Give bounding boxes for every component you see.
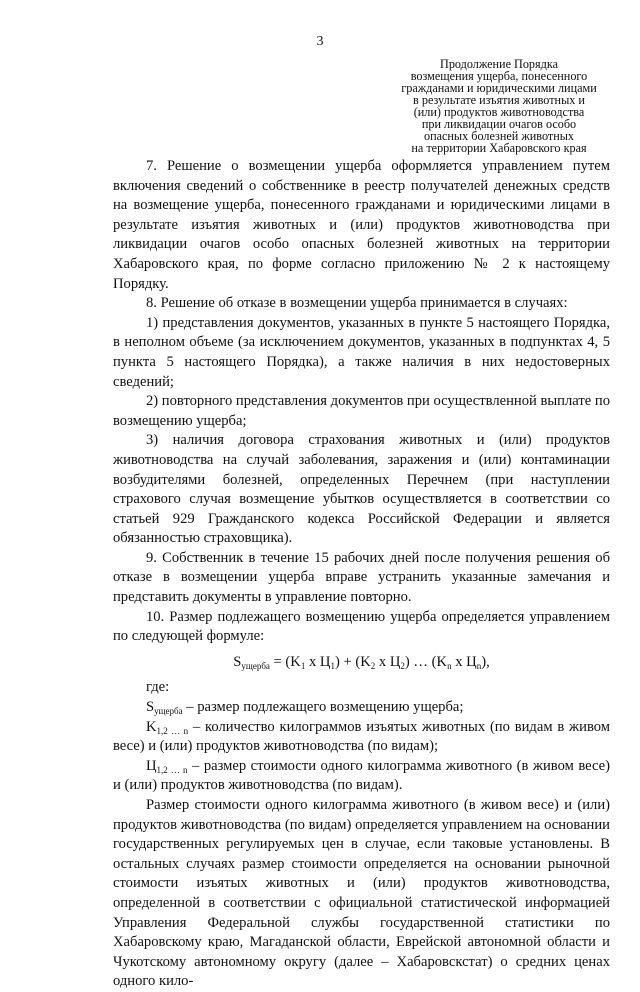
paragraph-price: Размер стоимости одного килограмма животного (в живом весе) и (или) продуктов животноводства (по видам) определяется управлением на основании государственных регулируемых цен в случае, если таковые установлены. В остальных случаях размер стоимости определяется на основании рыночной стоимости изъятых животных и (или) продуктов животноводства, определенной в соответствии с официальной статистической информацией Управления Федеральной службы государственной статистики по Хабаровскому краю, Магаданской области, Еврейской автономной области и Чукотскому автономному округу (далее – Хабаровскстат) о средних ценах одного кило- xyxy=(113,797,610,990)
paragraph-8-item-2: 2) повторного представления документов при осуществленной выплате по возмещению ущерба; xyxy=(113,393,610,429)
header-line: возмещения ущерба, понесенного xyxy=(410,69,588,83)
definition-k: $K_{1,2 \dots n}$ – количество килограммов изъятых животных (по видам в живом весе) и (или) продуктов животноводства (по видам); xyxy=(113,718,610,755)
document-header xyxy=(385,58,613,154)
paragraph-8-item-1: 1) представления документов, указанных в пункте 5 настоящего Порядка, в неполном объеме (за исключением документов, указанных в подпунктах 4, 5 пункта 5 настоящего Порядка), а также наличия в них недостоверных сведений; xyxy=(113,314,610,390)
header-line: в результате изъятия животных и xyxy=(413,93,585,107)
definition-s: $S_{ущерба}$ – размер подлежащего возмещению ущерба; xyxy=(146,699,464,717)
page-number: 3 xyxy=(316,34,324,49)
paragraph-8: 8. Решение об отказе в возмещении ущерба принимается в случаях: xyxy=(146,295,568,312)
definition-c: $Ц_{1,2 \dots n}$ – размер стоимости одного килограмма животного (в живом весе) и (или) продуктов животноводства (по видам). xyxy=(113,757,610,794)
header-line: гражданами и юридическими лицами xyxy=(401,81,597,95)
paragraph-8-item-3: 3) наличия договора страхования животных и (или) продуктов животноводства на случай заболевания, заражения и (или) контаминации возбудителями болезней, определенных Перечнем (при наступлении страхового случая возмещение убытков осуществляется в соответствии со статьей 929 Гражданского кодекса Российской Федерации и является обязанностью страховщика). xyxy=(113,432,610,547)
formula-where: где: xyxy=(146,679,170,696)
header-line: опасных болезней животных xyxy=(423,129,575,143)
paragraph-7: 7. Решение о возмещении ущерба оформляется управлением путем включения сведений о собственнике в реестр получателей денежных средств на возмещение ущерба, понесенного гражданами и юридическими лицами в результате изъятия животных и (или) продуктов животноводства при ликвидации очагов особо опасных болезней животных на территории Хабаровского края, по форме согласно приложению № 2 к настоящему Порядку. xyxy=(113,158,610,292)
paragraph-9: 9. Собственник в течение 15 рабочих дней после получения решения об отказе в возмещении ущерба вправе устранить указанные замечания и представить документы в управление повторно. xyxy=(113,549,610,606)
header-line: (или) продуктов животноводства xyxy=(413,105,585,119)
header-line: при ликвидации очагов особо xyxy=(421,117,577,131)
header-line: на территории Хабаровского края xyxy=(411,141,587,155)
document-body xyxy=(113,157,610,992)
header-line: Продолжение Порядка xyxy=(440,57,558,71)
paragraph-10: 10. Размер подлежащего возмещению ущерба определяется управлением по следующей формуле: xyxy=(113,608,610,645)
damage-formula: $S_{ущерба} = (K_1$ x $Ц_1) + (K_2$ x $Ц_2$) … ($K_n$ x $Ц_n$), xyxy=(233,653,490,671)
